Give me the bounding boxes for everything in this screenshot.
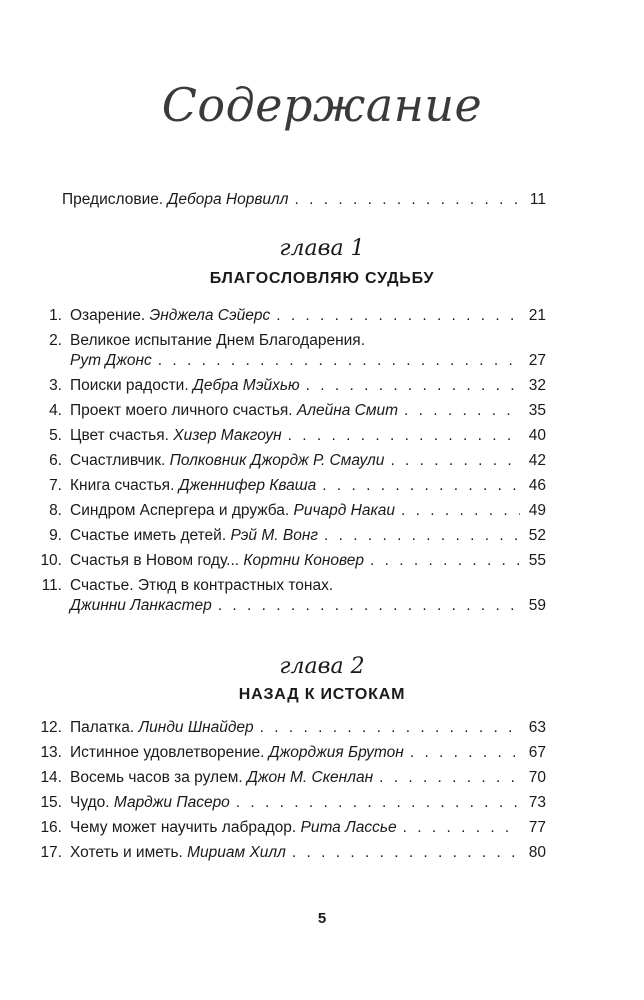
entry-text <box>62 718 254 738</box>
entry-text <box>62 818 397 838</box>
entry-text <box>62 793 230 813</box>
entry-text <box>62 401 398 421</box>
toc-entry <box>49 376 546 396</box>
entry-author: Рэй М. Вонг <box>230 527 318 544</box>
page-title: Содержание <box>161 78 483 132</box>
entry-page: 55 <box>528 552 546 569</box>
entry-title: Книга счастья. <box>70 477 175 494</box>
toc-row <box>49 426 546 446</box>
leader-dots <box>379 768 520 788</box>
leader-dots <box>324 526 520 546</box>
entry-author: Линди Шнайдер <box>138 719 254 736</box>
leader-dots <box>370 551 520 571</box>
entry-page: 73 <box>528 794 546 811</box>
entry-page: 40 <box>528 427 546 444</box>
entry-author: Рут Джонс <box>70 352 152 369</box>
entry-title: Озарение. <box>70 307 146 324</box>
entry-number: 12. <box>40 719 62 736</box>
entry-title: Проект моего личного счастья. <box>70 402 293 419</box>
entry-text <box>62 596 212 616</box>
entry-page: 35 <box>528 402 546 419</box>
chapter-1-label: глава 1 <box>279 236 365 261</box>
entry-text <box>62 190 289 210</box>
toc-row <box>49 476 546 496</box>
entry-author: Марджи Пасеро <box>113 794 230 811</box>
entry-author: Мириам Хилл <box>187 844 286 861</box>
leader-dots <box>306 376 520 396</box>
entry-author: Джинни Ланкастер <box>70 597 212 614</box>
entry-number: 11. <box>41 577 62 594</box>
toc-row <box>49 451 546 471</box>
toc-entry <box>40 793 546 813</box>
toc-entry <box>49 401 546 421</box>
toc-entry <box>40 718 546 738</box>
toc-entry <box>49 331 546 371</box>
entry-page: 21 <box>528 307 546 324</box>
leader-dots <box>404 401 520 421</box>
entry-page: 49 <box>528 502 546 519</box>
toc-row-first-line <box>49 331 546 351</box>
toc-row <box>62 351 546 371</box>
toc-row <box>62 190 546 210</box>
entry-number: 10. <box>40 552 62 569</box>
entry-author: Хизер Макгоун <box>173 427 282 444</box>
entry-page: 11 <box>529 191 546 208</box>
toc-entry <box>49 306 546 326</box>
toc-entry <box>40 551 546 571</box>
entry-number: 1. <box>49 307 62 324</box>
toc-row <box>49 376 546 396</box>
toc-row <box>40 718 546 738</box>
leader-dots <box>292 843 520 863</box>
entry-page: 32 <box>528 377 546 394</box>
toc-row <box>49 306 546 326</box>
toc-row <box>40 743 546 763</box>
entry-title: Великое испытание Днем Благодарения. <box>70 332 365 349</box>
entry-page: 67 <box>528 744 546 761</box>
entry-title: Счастливчик. <box>70 452 166 469</box>
toc-entry <box>41 576 546 616</box>
entry-page: 59 <box>528 597 546 614</box>
entry-title: Предисловие. <box>62 191 164 208</box>
toc-row <box>49 501 546 521</box>
entry-page: 27 <box>528 352 546 369</box>
entry-author: Дебра Мэйхью <box>192 377 300 394</box>
leader-dots <box>236 793 520 813</box>
toc-entry <box>49 476 546 496</box>
entry-number: 4. <box>49 402 62 419</box>
toc-row <box>40 843 546 863</box>
entry-text <box>62 426 282 446</box>
toc-row <box>49 401 546 421</box>
entry-number: 17. <box>40 844 62 861</box>
chapter-2-entries <box>40 718 546 868</box>
leader-dots <box>390 451 520 471</box>
toc-entry <box>40 743 546 763</box>
page-number: 5 <box>317 910 327 927</box>
entry-page: 77 <box>528 819 546 836</box>
entry-page: 80 <box>528 844 546 861</box>
entry-number: 7. <box>49 477 62 494</box>
leader-dots <box>276 306 520 326</box>
entry-text <box>62 451 384 471</box>
entry-page: 63 <box>528 719 546 736</box>
entry-author: Джорджия Брутон <box>268 744 404 761</box>
entry-page: 52 <box>528 527 546 544</box>
toc-entry <box>49 426 546 446</box>
entry-title: Поиски радости. <box>70 377 189 394</box>
entry-title: Счастья в Новом году... <box>70 552 240 569</box>
toc-row <box>40 818 546 838</box>
entry-number: 6. <box>49 452 62 469</box>
entry-author: Энджела Сэйерс <box>149 307 271 324</box>
entry-number: 8. <box>49 502 62 519</box>
entry-number: 3. <box>49 377 62 394</box>
entry-author: Алейна Смит <box>296 402 399 419</box>
preface-entry <box>62 190 546 210</box>
leader-dots <box>158 351 520 371</box>
toc-row-first-line <box>41 576 546 596</box>
entry-title: Счастье иметь детей. <box>70 527 227 544</box>
entry-title: Счастье. Этюд в контрастных тонах. <box>70 577 334 594</box>
toc-entry <box>40 843 546 863</box>
entry-page: 70 <box>528 769 546 786</box>
entry-number: 14. <box>40 769 62 786</box>
leader-dots <box>260 718 520 738</box>
entry-title: Палатка. <box>70 719 135 736</box>
entry-text <box>62 743 404 763</box>
toc-entry <box>40 818 546 838</box>
chapter-1-entries <box>40 306 546 621</box>
entry-author: Кортни Коновер <box>243 552 365 569</box>
toc-row <box>49 526 546 546</box>
entry-title: Чудо. <box>70 794 110 811</box>
entry-author: Ричард Накаи <box>293 502 396 519</box>
entry-author: Дебора Норвилл <box>167 191 289 208</box>
leader-dots <box>401 501 520 521</box>
toc-row <box>62 596 546 616</box>
chapter-1-title: БЛАГОСЛОВЛЯЮ СУДЬБУ <box>209 270 435 287</box>
entry-text <box>62 351 152 371</box>
toc-entry <box>49 501 546 521</box>
toc-entry <box>40 768 546 788</box>
entry-title: Цвет счастья. <box>70 427 169 444</box>
toc-entry <box>49 526 546 546</box>
entry-text <box>62 306 270 326</box>
toc-entry <box>49 451 546 471</box>
entry-text <box>62 376 300 396</box>
entry-page: 46 <box>528 477 546 494</box>
entry-author: Джон М. Скенлан <box>246 769 374 786</box>
entry-text <box>62 551 364 571</box>
entry-title: Истинное удовлетворение. <box>70 744 265 761</box>
entry-text <box>62 843 286 863</box>
entry-author: Полковник Джордж Р. Смаули <box>169 452 385 469</box>
chapter-2-title: НАЗАД К ИСТОКАМ <box>238 686 406 703</box>
entry-title: Восемь часов за рулем. <box>70 769 243 786</box>
entry-page: 42 <box>528 452 546 469</box>
entry-author: Рита Лассье <box>300 819 397 836</box>
entry-text <box>62 501 395 521</box>
entry-title: Хотеть и иметь. <box>70 844 183 861</box>
leader-dots <box>288 426 520 446</box>
leader-dots <box>403 818 520 838</box>
entry-number: 16. <box>40 819 62 836</box>
leader-dots <box>410 743 520 763</box>
entry-author: Дженнифер Кваша <box>178 477 317 494</box>
entry-title: Синдром Аспергера и дружба. <box>70 502 290 519</box>
entry-text <box>62 476 316 496</box>
toc-row <box>40 551 546 571</box>
entry-number: 13. <box>40 744 62 761</box>
entry-number: 5. <box>49 427 62 444</box>
entry-text <box>62 768 373 788</box>
entry-title: Чему может научить лабрадор. <box>70 819 297 836</box>
leader-dots <box>218 596 520 616</box>
entry-number: 2. <box>49 332 62 349</box>
entry-number: 15. <box>40 794 62 811</box>
toc-row <box>40 768 546 788</box>
toc-row <box>40 793 546 813</box>
leader-dots <box>322 476 520 496</box>
entry-number: 9. <box>49 527 62 544</box>
leader-dots <box>295 190 520 210</box>
entry-text <box>62 526 318 546</box>
chapter-2-label: глава 2 <box>279 654 365 679</box>
